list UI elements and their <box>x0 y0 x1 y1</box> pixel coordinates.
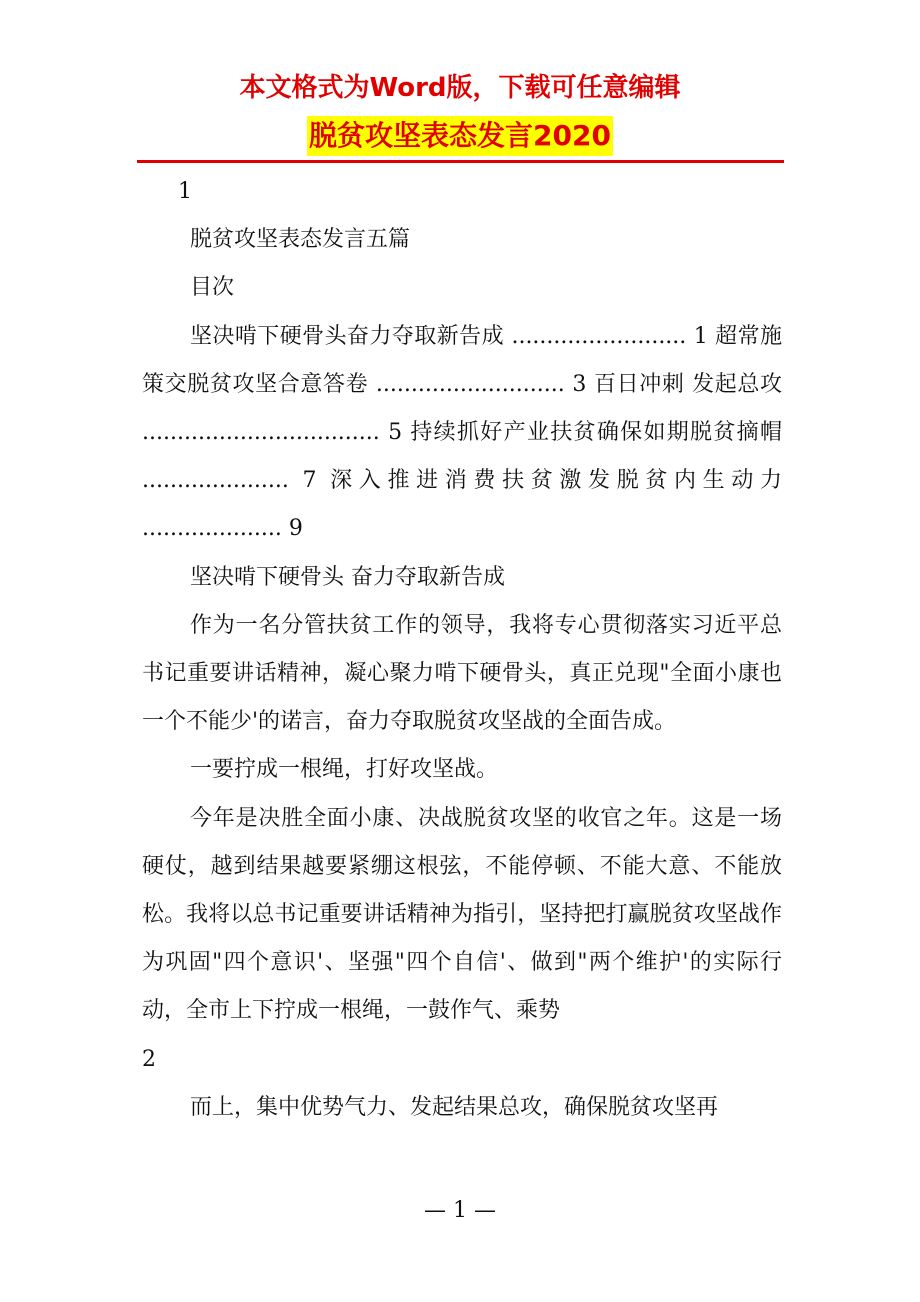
title-wrap <box>0 116 920 156</box>
page-marker: 2 <box>142 1046 156 1072</box>
page-marker: 1 <box>178 179 192 204</box>
document-body <box>142 168 782 1132</box>
section-title: 坚决啃下硬骨头 奋力夺取新告成 <box>190 564 505 590</box>
format-banner: 本文格式为Word版，下载可任意编辑 <box>239 73 681 103</box>
document-title: 脱贫攻坚表态发言2020 <box>307 116 613 156</box>
page-footer: — 1 — <box>424 1198 496 1223</box>
title-divider <box>137 160 784 163</box>
body-paragraph: 而上，集中优势气力、发起结果总攻，确保脱贫攻坚再 <box>190 1094 719 1120</box>
body-paragraph: 今年是决胜全面小康、决战脱贫攻坚的收官之年。这是一场硬仗，越到结果越要紧绷这根弦，不能停顿、不能大意、不能放松。我将以总书记重要讲话精神为指引，坚持把打赢脱贫攻坚战作为巩固"四个意识'、坚强"四个自信'、做到"两个维护'的实际行动，全市上下拧成一根绳，一鼓作气、乘势 <box>142 805 782 1024</box>
toc-heading: 目次 <box>190 275 235 301</box>
toc-paragraph: 坚决啃下硬骨头奋力夺取新告成 ......................... 1 超常施策交脱贫攻坚合意答卷 ........................... 3 百日冲刺 发起总攻 .................................. 5 持续抓好产业扶贫确保如期脱贫摘帽 ..................... 7 深入推进消费扶贫激发脱贫内生动力 .................... 9 <box>142 323 782 542</box>
doc-heading: 脱贫攻坚表态发言五篇 <box>190 227 411 253</box>
body-paragraph: 一要拧成一根绳，打好攻坚战。 <box>190 757 499 783</box>
body-paragraph: 作为一名分管扶贫工作的领导，我将专心贯彻落实习近平总书记重要讲话精神，凝心聚力啃下硬骨头，真正兑现"全面小康也一个不能少'的诺言，奋力夺取脱贫攻坚战的全面告成。 <box>142 612 782 735</box>
